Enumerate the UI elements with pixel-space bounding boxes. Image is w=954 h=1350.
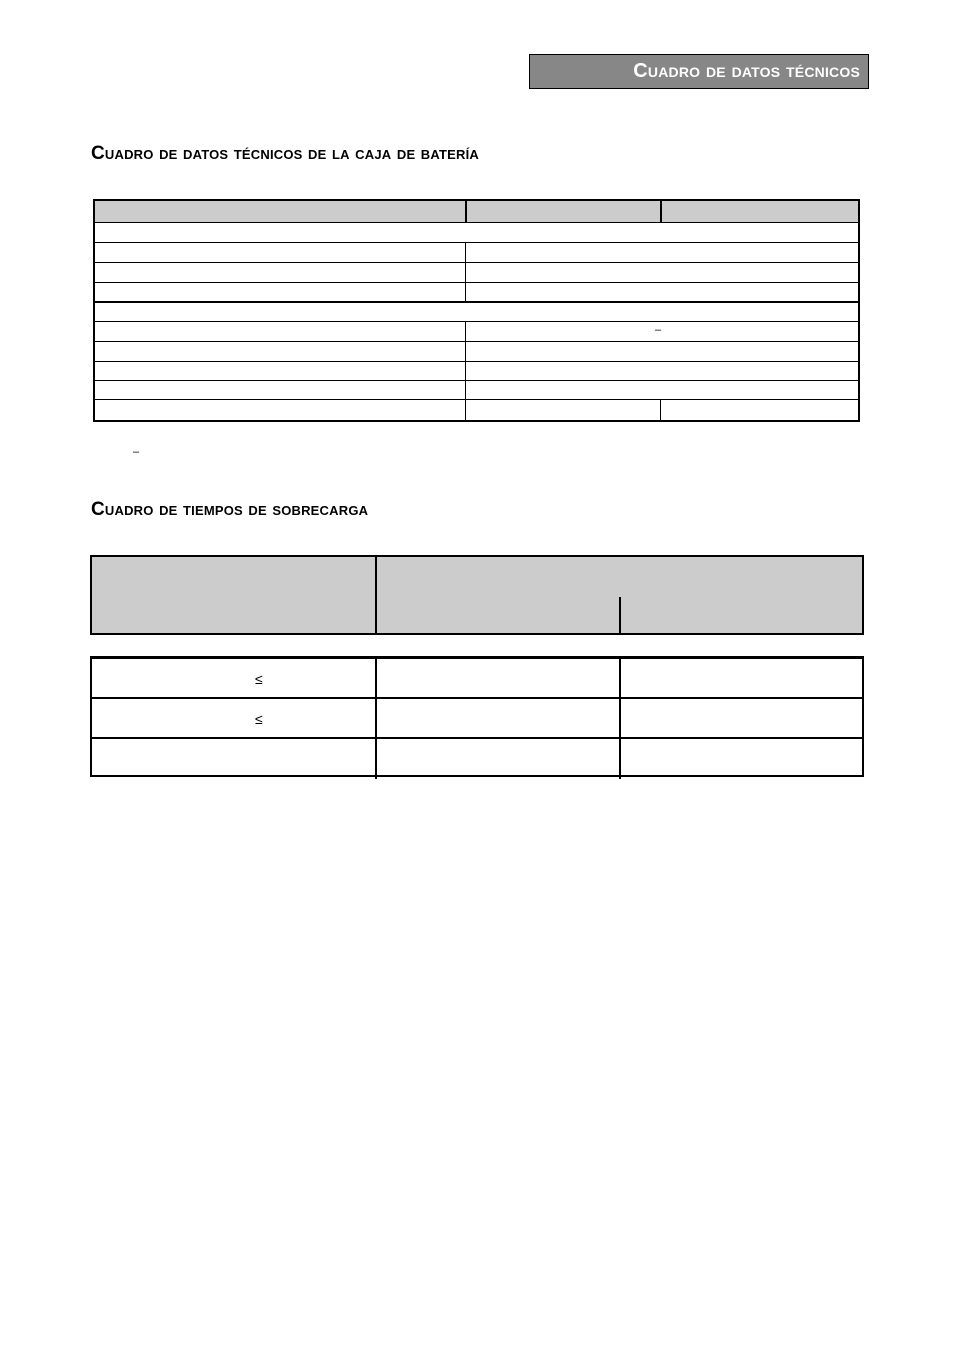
overload-table-title: Cuadro de tiempos de sobrecarga <box>91 499 369 520</box>
section-row <box>95 223 858 243</box>
less-equal-symbol: ≤ <box>255 711 263 727</box>
table-row <box>95 381 858 400</box>
table-row <box>95 362 858 381</box>
table-row <box>95 400 858 420</box>
less-equal-symbol: ≤ <box>255 671 263 687</box>
overload-times-table <box>90 656 864 777</box>
table-header-row <box>95 201 858 223</box>
battery-specs-table <box>93 199 860 422</box>
page-header-tab <box>529 54 869 89</box>
table-row <box>95 322 858 342</box>
dash-glyph: – <box>655 324 662 336</box>
section-row <box>95 303 858 322</box>
battery-table-title: Cuadro de datos técnicos de la caja de batería <box>91 143 479 164</box>
table-row <box>92 739 862 779</box>
table-row <box>92 659 862 699</box>
footnote-dash: – <box>133 446 140 458</box>
table-row <box>95 342 858 362</box>
table-row <box>95 263 858 283</box>
overload-table-header <box>90 555 864 635</box>
table-row <box>95 283 858 303</box>
table-row <box>95 243 858 263</box>
page-header-label: Cuadro de datos técnicos <box>633 60 860 82</box>
table-row <box>92 699 862 739</box>
